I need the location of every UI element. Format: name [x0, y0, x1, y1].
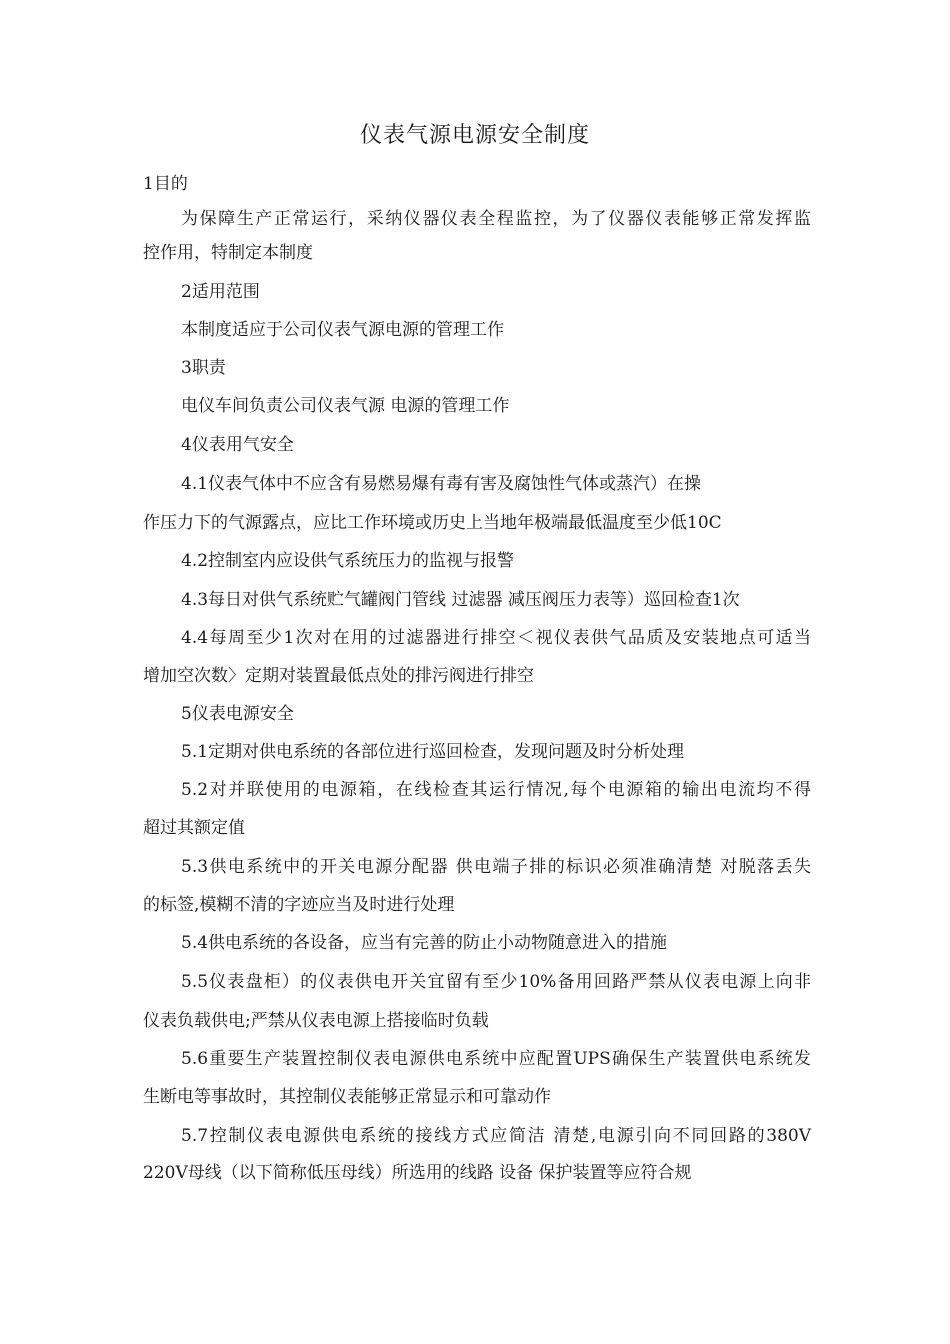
paragraph-line: 仪表负载供电;严禁从仪表电源上搭接临时负载 — [143, 1011, 489, 1031]
paragraph-line: 生断电等事故时，其控制仪表能够正常显示和可靠动作 — [143, 1087, 551, 1107]
paragraph-line: 作压力下的气源露点，应比工作环境或历史上当地年极端最低温度至少低10C — [143, 513, 722, 533]
section-heading: 5仪表电源安全 — [181, 704, 294, 724]
paragraph-line: 控作用，特制定本制度 — [143, 243, 313, 263]
document-title: 仪表气源电源安全制度 — [359, 123, 590, 148]
paragraph-line: 4.2控制室内应设供气系统压力的监视与报警 — [181, 551, 515, 571]
section-heading: 3职责 — [181, 358, 226, 378]
paragraph-line: 4.4每周至少1次对在用的过滤器进行排空＜视仪表供气品质及安装地点可适当 — [181, 628, 811, 648]
paragraph-line: 超过其额定值 — [143, 818, 245, 838]
section-heading: 1目的 — [143, 174, 188, 194]
paragraph-line: 5.5仪表盘柜）的仪表供电开关宜留有至少10%备用回路严禁从仪表电源上向非 — [181, 972, 811, 992]
paragraph-line: 4.1仪表气体中不应含有易燃易爆有毒有害及腐蚀性气体或蒸汽）在操 — [181, 474, 702, 494]
paragraph-line: 为保障生产正常运行，采纳仪器仪表全程监控，为了仪器仪表能够正常发挥监 — [181, 209, 811, 229]
paragraph-line: 电仪车间负责公司仪表气源 电源的管理工作 — [181, 396, 510, 416]
paragraph-line: 5.6重要生产装置控制仪表电源供电系统中应配置UPS确保生产装置供电系统发 — [181, 1049, 811, 1069]
paragraph-line: 5.2对并联使用的电源箱，在线检查其运行情况,每个电源箱的输出电流均不得 — [181, 780, 811, 800]
paragraph-line: 增加空次数〉定期对装置最低点处的排污阀进行排空 — [143, 666, 534, 686]
paragraph-line: 5.1定期对供电系统的各部位进行巡回检查，发现问题及时分析处理 — [181, 742, 685, 762]
paragraph-line: 220V母线（以下简称低压母线）所选用的线路 设备 保护装置等应符合规 — [143, 1163, 692, 1183]
paragraph-line: 的标签,模糊不清的字迹应当及时进行处理 — [143, 895, 455, 915]
section-heading: 2适用范围 — [181, 282, 260, 302]
paragraph-line: 5.4供电系统的各设备，应当有完善的防止小动物随意进入的措施 — [181, 933, 668, 953]
paragraph-line: 5.3供电系统中的开关电源分配器 供电端子排的标识必须准确清楚 对脱落丢失 — [181, 857, 811, 877]
section-heading: 4仪表用气安全 — [181, 435, 294, 455]
paragraph-line: 4.3每日对供气系统贮气罐阀门管线 过滤器 减压阀压力表等）巡回检查1次 — [181, 590, 740, 610]
paragraph-line: 本制度适应于公司仪表气源电源的管理工作 — [181, 320, 504, 340]
paragraph-line: 5.7控制仪表电源供电系统的接线方式应简洁 清楚,电源引向不同回路的380V — [181, 1126, 811, 1146]
